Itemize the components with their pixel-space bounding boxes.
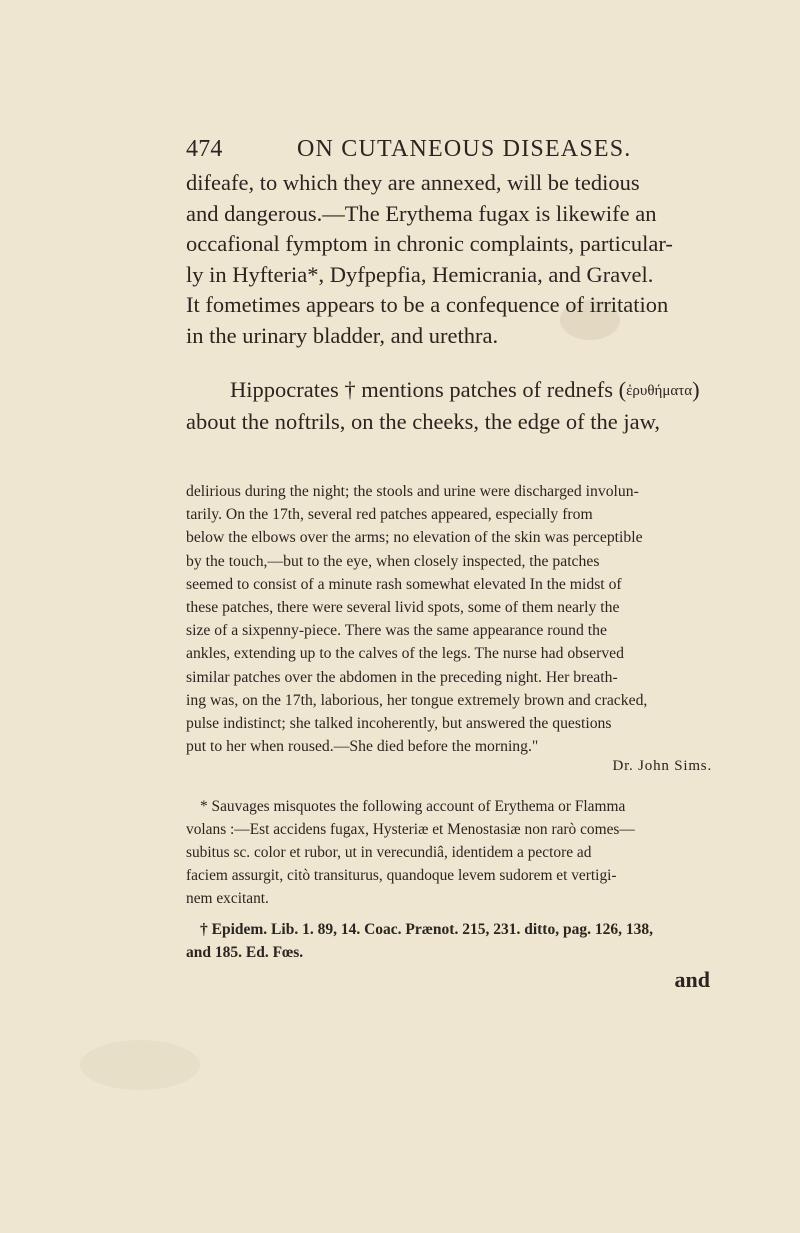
page-header bbox=[186, 136, 706, 166]
text-span: Hippocrates † mentions patches of rednefs ( bbox=[230, 377, 627, 402]
text-line: and dangerous.—The Erythema fugax is likewife an bbox=[186, 200, 657, 226]
footnote-line: nem excitant. bbox=[186, 890, 269, 907]
text-line: ly in Hyfteria*, Dyfpepfia, Hemicrania, and Gravel. bbox=[186, 261, 654, 287]
running-head: ON CUTANEOUS DISEASES. bbox=[297, 136, 632, 162]
quote-line: size of a sixpenny-piece. There was the same appearance round the bbox=[186, 622, 607, 640]
quoted-case bbox=[186, 480, 712, 758]
quote-line: put to her when roused.—She died before the morning." bbox=[186, 738, 539, 756]
quote-line: pulse indistinct; she talked incoherently, but answered the questions bbox=[186, 715, 612, 733]
quote-line: similar patches over the abdomen in the preceding night. Her breath- bbox=[186, 668, 618, 686]
quote-line: below the elbows over the arms; no elevation of the skin was perceptible bbox=[186, 529, 643, 547]
page-number: 474 bbox=[186, 136, 223, 162]
footnote-line: † Epidem. Lib. 1. 89, 14. Coac. Prænot. 215, 231. ditto, pag. 126, 138, bbox=[200, 921, 653, 938]
text-line: occafional fymptom in chronic complaints, particular- bbox=[186, 231, 673, 256]
quote-line: ing was, on the 17th, laborious, her tongue extremely brown and cracked, bbox=[186, 691, 648, 709]
main-paragraph-2 bbox=[186, 375, 712, 437]
footnote-line: and 185. Ed. Fœs. bbox=[186, 944, 304, 961]
text-line: in the urinary bladder, and urethra. bbox=[186, 322, 499, 348]
quote-line: these patches, there were several livid spots, some of them nearly the bbox=[186, 599, 620, 617]
quote-line: by the touch,—but to the eye, when closely inspected, the patches bbox=[186, 552, 600, 570]
greek-word: ἐρυθήματα bbox=[626, 383, 693, 399]
footnote-star bbox=[186, 795, 712, 910]
quote-line: delirious during the night; the stools and urine were discharged involun- bbox=[186, 483, 639, 500]
footnote-line: faciem assurgit, citò transiturus, quandoque levem sudorem et vertigi- bbox=[186, 867, 617, 884]
quote-line: seemed to consist of a minute rash somewhat elevated In the midst of bbox=[186, 575, 622, 593]
quote-line: tarily. On the 17th, several red patches appeared, especially from bbox=[186, 506, 593, 524]
text-line: difeafe, to which they are annexed, will be tedious bbox=[186, 170, 640, 195]
footnote-line: subitus sc. color et rubor, ut in verecundiâ, identidem a pectore ad bbox=[186, 844, 592, 861]
footnote-line: volans :—Est accidens fugax, Hysteriæ et Menostasiæ non rarò comes— bbox=[186, 821, 635, 838]
text-span: ) bbox=[692, 377, 700, 402]
main-paragraph-1 bbox=[186, 168, 712, 351]
text-line: It fometimes appears to be a confequence of irritation bbox=[186, 292, 669, 317]
paper-stain bbox=[80, 1040, 200, 1090]
footnote-line: * Sauvages misquotes the following account of Erythema or Flamma bbox=[200, 798, 626, 815]
quote-line: ankles, extending up to the calves of the legs. The nurse had observed bbox=[186, 645, 624, 663]
text-line bbox=[186, 375, 712, 407]
text-line: about the noftrils, on the cheeks, the edge of the jaw, bbox=[186, 408, 661, 434]
footnote-dagger bbox=[186, 918, 712, 964]
catchword: and bbox=[674, 967, 710, 992]
signature: Dr. John Sims. bbox=[612, 758, 712, 774]
